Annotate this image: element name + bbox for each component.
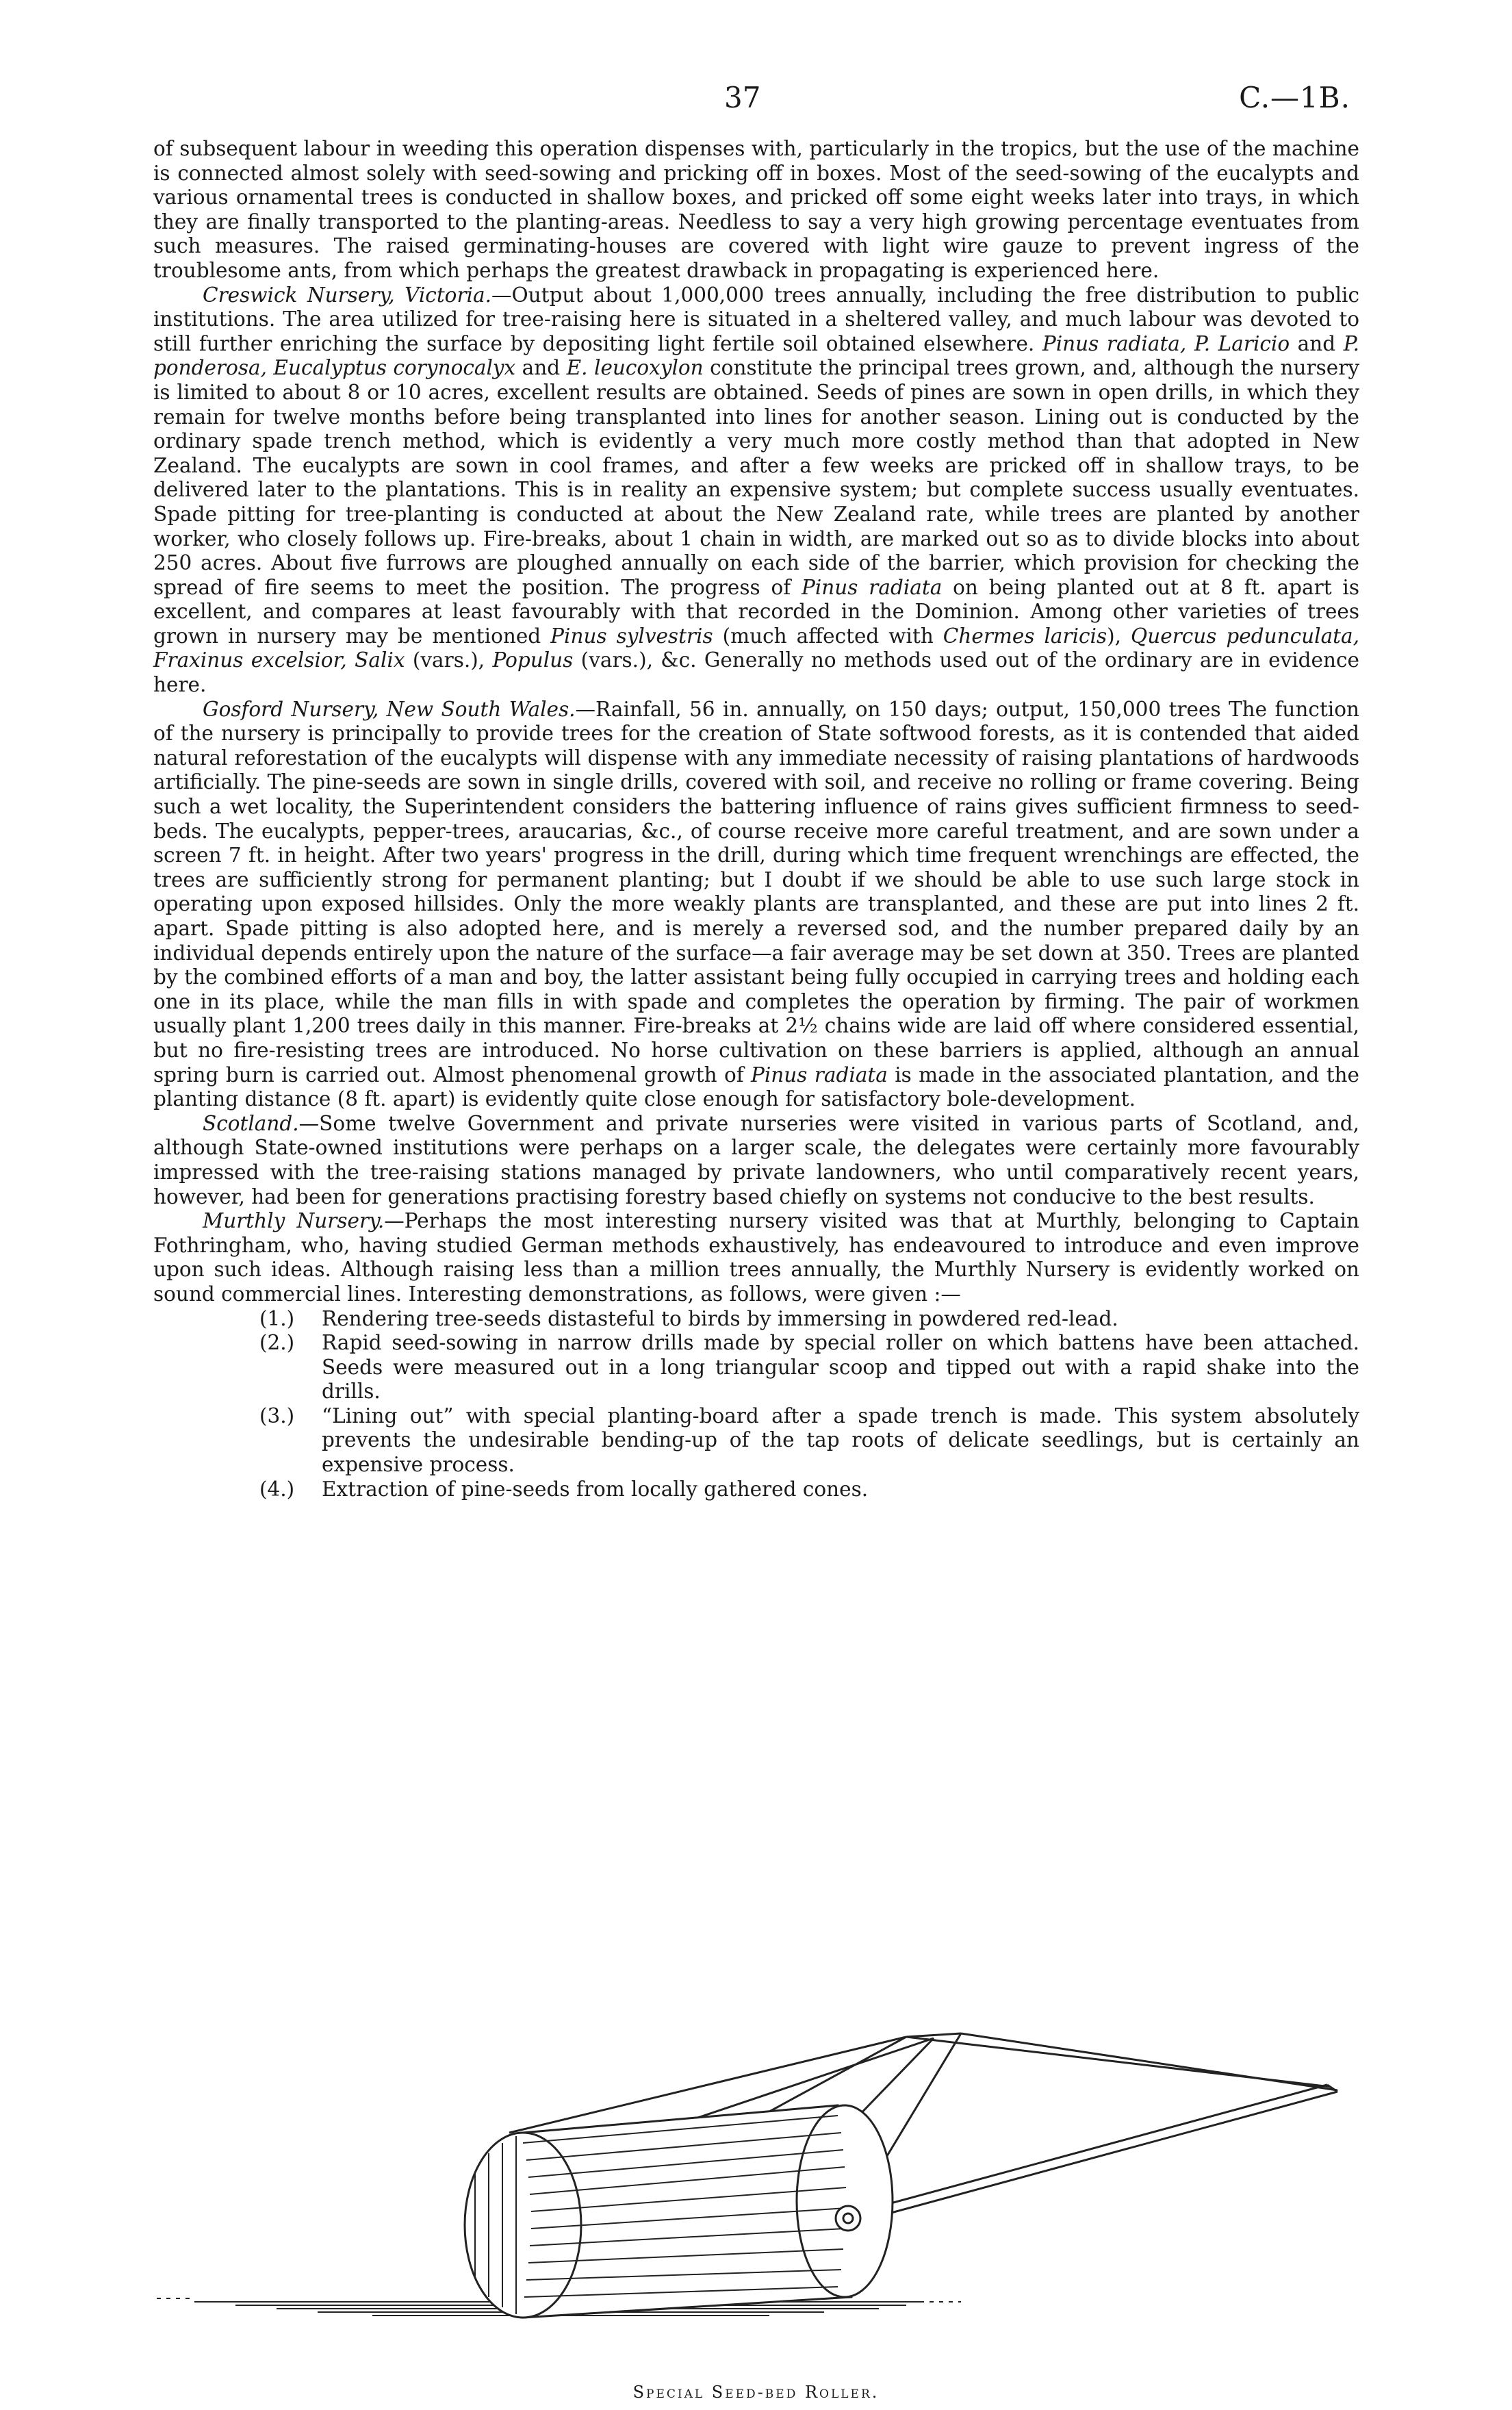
- list-item: (2.) Rapid seed-sowing in narrow drills made by special roller on which battens have been attached. Seeds were measured out in a long triangular scoop and tipped out with a rapid shake into the drills.: [259, 1331, 1359, 1404]
- body-text: [153, 137, 1359, 1501]
- paragraph-scotland: Scotland.—Some twelve Government and private nurseries were visited in various parts of Scotland, and, although State-owned institutions were perhaps on a larger scale, the delegates were certainly more favourably impressed with the tree-raising stations managed by private landowners, who until comparatively recent years, however, had been for generations practising forestry based chiefly on systems not conducive to the best results.: [153, 1111, 1359, 1208]
- figure-caption: Special Seed-bed Roller.: [632, 2383, 880, 2402]
- roller-drum: [465, 2105, 893, 2318]
- seed-bed-roller-illustration: [153, 1996, 1359, 2352]
- paragraph-creswick: Creswick Nursery, Victoria.—Output about 1,000,000 trees annually, including the free distribution to public institutions. The area utilized for tree-raising here is situated in a sheltered valley, and much labour was devoted to still further enriching the surface by depositing light fertile soil obtained elsewhere. Pinus radiata, P. Laricio and P. ponderosa, Eucalyptus corynocalyx and E. leucoxylon constitute the principal trees grown, and, although the nursery is limited to about 8 or 10 acres, excellent results are obtained. Seeds of pines are sown in open drills, in which they remain for twelve months before being transplanted into lines for another season. Lining out is conducted by the ordinary spade trench method, which is evidently a very much more costly method than that adopted in New Zealand. The eucalypts are sown in cool frames, and after a few weeks are pricked off in shallow trays, to be delivered later to the plantations. This is in reality an expensive system; but complete success usually eventuates. Spade pitting for tree-planting is conducted at about the New Zealand rate, while trees are planted by another worker, who closely follows up. Fire-breaks, about 1 chain in width, are marked out so as to divide blocks into about 250 acres. About five furrows are ploughed annually on each side of the barrier, which provision for checking the spread of fire seems to meet the position. The progress of Pinus radiata on being planted out at 8 ft. apart is excellent, and compares at least favourably with that recorded in the Dominion. Among other varieties of trees grown in nursery may be mentioned Pinus sylvestris (much affected with Chermes laricis), Quercus pedunculata, Fraxinus excelsior, Salix (vars.), Populus (vars.), &c. Generally no methods used out of the ordinary are in evidence here.: [153, 283, 1360, 697]
- section-heading-scotland: Scotland.: [203, 1111, 299, 1135]
- demonstrations-list: [153, 1307, 1359, 1502]
- document-reference: C.—1B.: [1239, 81, 1350, 114]
- roller-axle: [836, 2206, 860, 2231]
- list-item: (3.) “Lining out” with special planting-board after a spade trench is made. This system absolutely prevents the undesirable bending-up of the tap roots of delicate seedlings, but is certainly an expensive process.: [259, 1404, 1359, 1477]
- page-header: [0, 81, 1512, 122]
- paragraph-murthly: Murthly Nursery.—Perhaps the most interesting nursery visited was that at Murthly, belonging to Captain Fothringham, who, having studied German methods exhaustively, has endeavoured to introduce and even improve upon such ideas. Although raising less than a million trees annually, the Murthly Nursery is evidently worked on sound commercial lines. Interesting demonstrations, as follows, were given :—: [153, 1209, 1359, 1306]
- list-item: (4.) Extraction of pine-seeds from locally gathered cones.: [259, 1477, 869, 1501]
- roller-drawing: [153, 1996, 1359, 2352]
- page-number: 37: [724, 81, 761, 114]
- section-heading-gosford: Gosford Nursery, New South Wales.: [203, 697, 576, 721]
- section-heading-murthly: Murthly Nursery.: [203, 1209, 385, 1233]
- paragraph-continuation: of subsequent labour in weeding this operation dispenses with, particularly in the tropics, but the use of the machine is connected almost solely with seed-sowing and pricking off in boxes. Most of the seed-sowing of the eucalypts and various ornamental trees is conducted in shallow boxes, and pricked off some eight weeks later into trays, in which they are finally transported to the planting-areas. Needless to say a very high growing percentage eventuates from such measures. The raised germinating-houses are covered with light wire gauze to prevent ingress of the troublesome ants, from which perhaps the greatest drawback in propagating is experienced here.: [153, 137, 1359, 282]
- paragraph-gosford: Gosford Nursery, New South Wales.—Rainfall, 56 in. annually, on 150 days; output, 150,000 trees The function of the nursery is principally to provide trees for the creation of State softwood forests, as it is contended that aided natural reforestation of the eucalypts will dispense with any immediate necessity of raising plantations of hardwoods artificially. The pine-seeds are sown in single drills, covered with soil, and receive no rolling or frame covering. Being such a wet locality, the Superintendent considers the battering influence of rains gives sufficient firmness to seed-beds. The eucalypts, pepper-trees, araucarias, &c., of course receive more careful treatment, and are sown under a screen 7 ft. in height. After two years' progress in the drill, during which time frequent wrenchings are effected, the trees are sufficiently strong for permanent planting; but I doubt if we should be able to use such large stock in operating upon exposed hillsides. Only the more weakly plants are transplanted, and these are put into lines 2 ft. apart. Spade pitting is also adopted here, and is merely a reversed sod, and the number prepared daily by an individual depends entirely upon the nature of the surface—a fair average may be set down at 350. Trees are planted by the combined efforts of a man and boy, the latter assistant being fully occupied in carrying trees and holding each one in its place, while the man fills in with spade and completes the operation by firming. The pair of workmen usually plant 1,200 trees daily in this manner. Fire-breaks at 2½ chains wide are laid off where considered essential, but no fire-resisting trees are introduced. No horse cultivation on these barriers is applied, although an annual spring burn is carried out. Almost phenomenal growth of Pinus radiata is made in the associated plantation, and the planting distance (8 ft. apart) is evidently quite close enough for satisfactory bole-development.: [153, 697, 1360, 1111]
- list-item: (1.) Rendering tree-seeds distasteful to birds by immersing in powdered red-lead.: [259, 1306, 1118, 1330]
- section-heading-creswick: Creswick Nursery, Victoria.: [203, 283, 491, 307]
